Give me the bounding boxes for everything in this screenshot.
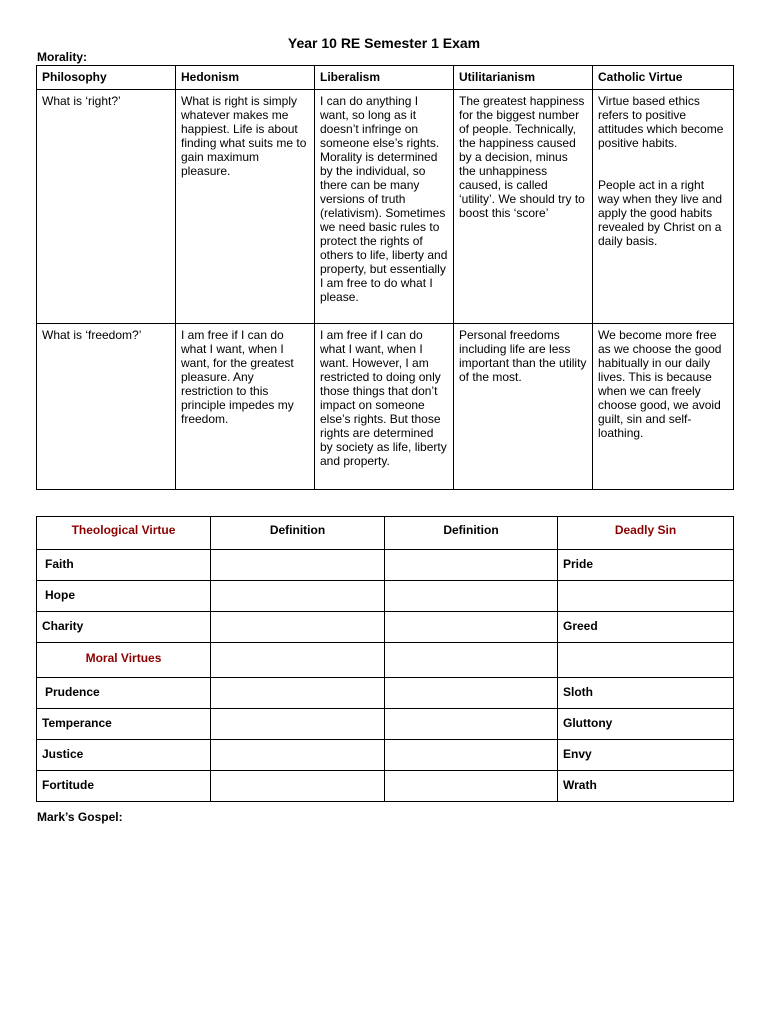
definition-cell[interactable] [385,643,558,678]
sin-cell: Wrath [558,771,734,802]
row-question-freedom: What is ‘freedom?’ [37,324,176,490]
definition-cell[interactable] [385,740,558,771]
virtue-cell: Charity [37,612,211,643]
catholic-right-paragraph-2: People act in a right way when they live and apply the good habits revealed by Christ on a daily basis. [598,178,723,248]
header-deadly-sin: Deadly Sin [558,517,734,550]
row-question-right: What is ‘right?’ [37,90,176,324]
table-row [37,678,734,709]
marks-gospel-section-label: Mark’s Gospel: [37,810,123,824]
sin-cell: Pride [558,550,734,581]
definition-cell[interactable] [385,581,558,612]
header-catholic-virtue: Catholic Virtue [593,66,734,90]
table-row [37,581,734,612]
virtue-cell: Prudence [37,678,211,709]
header-definition-2: Definition [385,517,558,550]
table-row [37,771,734,802]
header-liberalism: Liberalism [315,66,454,90]
sin-cell [558,643,734,678]
virtue-cell: Justice [37,740,211,771]
table-row [37,90,734,324]
header-theological-virtue: Theological Virtue [37,517,211,550]
virtue-cell: Faith [37,550,211,581]
virtue-cell: Temperance [37,709,211,740]
header-philosophy: Philosophy [37,66,176,90]
sin-cell: Gluttony [558,709,734,740]
morality-header-row [37,66,734,90]
virtues-header-row [37,517,734,550]
sin-cell: Sloth [558,678,734,709]
header-hedonism: Hedonism [176,66,315,90]
table-row [37,740,734,771]
definition-cell[interactable] [211,678,385,709]
definition-cell[interactable] [211,771,385,802]
header-utilitarianism: Utilitarianism [454,66,593,90]
definition-cell[interactable] [385,771,558,802]
utilitarianism-freedom-cell: Personal freedoms including life are less important than the utility of the most. [454,324,593,490]
definition-cell[interactable] [211,643,385,678]
definition-cell[interactable] [211,740,385,771]
paragraph-gap [598,150,728,178]
catholic-freedom-cell: We become more free as we choose the good habitually in our daily lives. This is because when we can freely choose good, we avoid guilt, sin and self-loathing. [593,324,734,490]
catholic-right-paragraph-1: Virtue based ethics refers to positive attitudes which become positive habits. [598,94,724,150]
hedonism-freedom-cell: I am free if I can do what I want, when I want, for the greatest pleasure. Any restriction to this principle impedes my freedom. [176,324,315,490]
virtue-cell: Fortitude [37,771,211,802]
table-row [37,324,734,490]
utilitarianism-right-cell: The greatest happiness for the biggest number of people. Technically, the happiness caused by a decision, minus the unhappiness caused, is called ‘utility’. We should try to boost this ‘score’ [454,90,593,324]
table-row [37,550,734,581]
definition-cell[interactable] [385,550,558,581]
sin-cell: Greed [558,612,734,643]
header-definition-1: Definition [211,517,385,550]
liberalism-right-cell: I can do anything I want, so long as it doesn’t infringe on someone else’s rights. Morality is determined by the individual, so there can be many versions of truth (relativism). Sometimes we need basic rules to protect the rights of others to life, liberty and property, but essentially I am free to do what I please. [315,90,454,324]
definition-cell[interactable] [211,581,385,612]
table-row [37,612,734,643]
table-row [37,643,734,678]
morality-table [36,65,734,490]
virtue-cell: Hope [37,581,211,612]
catholic-right-cell [593,90,734,324]
page-title: Year 10 RE Semester 1 Exam [287,35,481,51]
hedonism-right-cell: What is right is simply whatever makes me happiest. Life is about finding what suits me to gain maximum pleasure. [176,90,315,324]
definition-cell[interactable] [385,709,558,740]
definition-cell[interactable] [211,612,385,643]
moral-virtues-subheading: Moral Virtues [37,643,211,678]
definition-cell[interactable] [211,709,385,740]
definition-cell[interactable] [211,550,385,581]
morality-section-label: Morality: [37,50,88,64]
virtues-table [36,516,734,802]
sin-cell [558,581,734,612]
definition-cell[interactable] [385,678,558,709]
definition-cell[interactable] [385,612,558,643]
sin-cell: Envy [558,740,734,771]
liberalism-freedom-cell: I am free if I can do what I want, when I want. However, I am restricted to doing only those things that don’t impact on someone else’s rights. But those rights are determined by society as life, liberty and property. [315,324,454,490]
table-row [37,709,734,740]
